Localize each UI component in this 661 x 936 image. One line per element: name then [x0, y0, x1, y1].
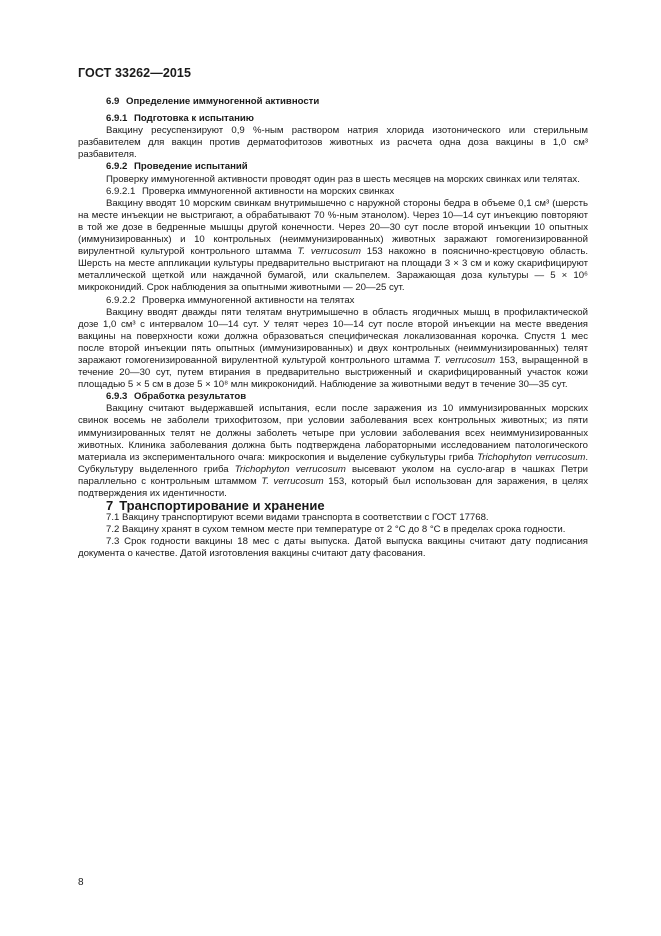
genus-name: Trichophyton verrucosum: [234, 463, 346, 475]
section-number: 6.9.3: [106, 391, 128, 403]
section-6-9-heading: [78, 96, 588, 108]
paragraph-part: высевают уколом на сусло-агар в чашках Петри параллельно с контрольным штаммом: [78, 463, 589, 487]
section-title: Обработка результатов: [134, 391, 247, 403]
section-title: Проведение испытаний: [134, 161, 248, 173]
species-name: T. verrucosum: [261, 475, 324, 487]
section-6-9-3-heading: [78, 391, 588, 403]
clause-7-3: 7.3 Срок годности вакцины 18 мес с даты выпуска. Датой выпуска вакцины считают дату подписания документа о качестве. Датой изготовления вакцины считают дату фасования.: [78, 536, 588, 560]
clause-7-1: 7.1 Вакцину транспортируют всеми видами транспорта в соответствии с ГОСТ 17768.: [106, 512, 489, 524]
species-name: T. verrucosum: [297, 246, 361, 258]
section-7-heading: [78, 500, 588, 512]
section-6-9-1-heading: [78, 113, 588, 125]
section-6-9-2-1-heading: [78, 186, 588, 198]
paragraph-part: Вакцину вводят дважды пяти телятам внутримышечно в область ягодичных мышц в профилактической дозе 1,0 см³ с интервалом 10—14 сут. У телят через 10—14 сут после второй инъекции на месте введения вакцины на поверхности кожи должна образоваться специфическая локализованная корочка. Спустя 1 мес после второй инъекции пять опытных (иммунизированных) и двух контрольных (неиммунизированных) телят заражают гомогенизированной вирулентной культурой контрольного штамма: [78, 306, 588, 366]
paragraph-part: 153, который был использован для заражения, в целях подтверждения их идентичности.: [78, 475, 588, 499]
paragraph-part: . Субкультуру выделенного гриба: [78, 451, 589, 475]
section-title: Проверка иммуногенной активности на телятах: [142, 294, 355, 306]
paragraph-part: 153, выращенной в течение 20—30 сут, путем втирания в предварительно выстриженный и скарифицированный участок кожи площадью 5 × 5 см в дозе 5 × 10⁸ млн микроконидий. Наблюдение за животными ведут в течение 30—35 сут.: [78, 354, 588, 391]
section-number: 6.9.1: [106, 113, 128, 125]
section-number: 6.9.2: [106, 161, 128, 173]
section-6-9-2-heading: [78, 161, 588, 173]
section-6-9-2-2-heading: [78, 295, 588, 307]
paragraph-part: 153 накожно в пояснично-крестцовую область. Шерсть на месте аппликации культуры предварительно выстригают на площади 3 × 3 см и кожу скарифицируют металлической щеткой или наждачной бумагой, или скальпелем. Заражающая доза культуры — 5 × 10⁶ микроконидий. Срок наблюдения за опытными животными — 20—25 сут.: [78, 246, 588, 294]
section-number: 6.9.2.2: [106, 294, 136, 306]
section-title: Транспортирование и хранение: [119, 498, 325, 514]
section-number: 7: [106, 498, 114, 514]
section-title: Подготовка к испытанию: [134, 113, 254, 125]
section-6-9-2-text: Проверку иммуногенной активности проводят один раз в шесть месяцев на морских свинках или телятах.: [106, 173, 580, 185]
paragraph-part: Вакцину считают выдержавшей испытания, если после заражения из 10 иммунизированных морских свинок восемь не заболели трихофитозом, при условии заболевания всех контрольных животных; из пяти иммунизированных телят не должны заболеть четыре при условии заболевания всех неиммунизированных животных. Клиника заболевания должна быть подтверждена лабораторными исследованием патологического материала из экспериментального очага: микроскопия и выделение субкультуры гриба: [78, 403, 588, 463]
section-title: Определение иммуногенной активности: [126, 96, 320, 107]
species-name: T. verrucosum: [433, 354, 496, 366]
document-code-header: ГОСТ 33262—2015: [78, 66, 192, 80]
genus-name: Trichophyton verrucosum: [477, 451, 586, 463]
document-body: [78, 96, 588, 561]
page-number: 8: [78, 877, 84, 888]
section-6-9-2-1-text: [78, 198, 588, 295]
section-6-9-1-text: Вакцину ресуспензируют 0,9 %-ным раствором натрия хлорида изотонического или стерильным разбавителем для вакцин против дерматофитозов животных из расчета одна доза вакцины в 1,0 см³ разбавителя.: [78, 125, 588, 161]
clause-7-2: 7.2 Вакцину хранят в сухом темном месте при температуре от 2 °С до 8 °С в пределах срока годности.: [106, 524, 566, 536]
section-number: 6.9.2.1: [106, 185, 136, 197]
section-title: Проверка иммуногенной активности на морских свинках: [142, 185, 395, 197]
section-6-9-3-text: [78, 403, 588, 500]
section-number: 6.9: [106, 96, 120, 107]
paragraph-part: Вакцину вводят 10 морским свинкам внутримышечно с наружной стороны бедра в объеме 0,1 см³ (шерсть на месте инъекции не выстригают, а обрабатывают 70 %-ным этанолом). Через 10—14 сут инъекцию повторяют в той же дозе в бедренные мышцы другой конечности. Через 20—30 сут после второй инъекции 10 опытных (иммунизированных) и 10 контрольных (неиммунизированных) животных заражают гомогенизированной вирулентной культурой контрольного штамма: [78, 197, 588, 258]
section-6-9-2-2-text: [78, 307, 588, 392]
